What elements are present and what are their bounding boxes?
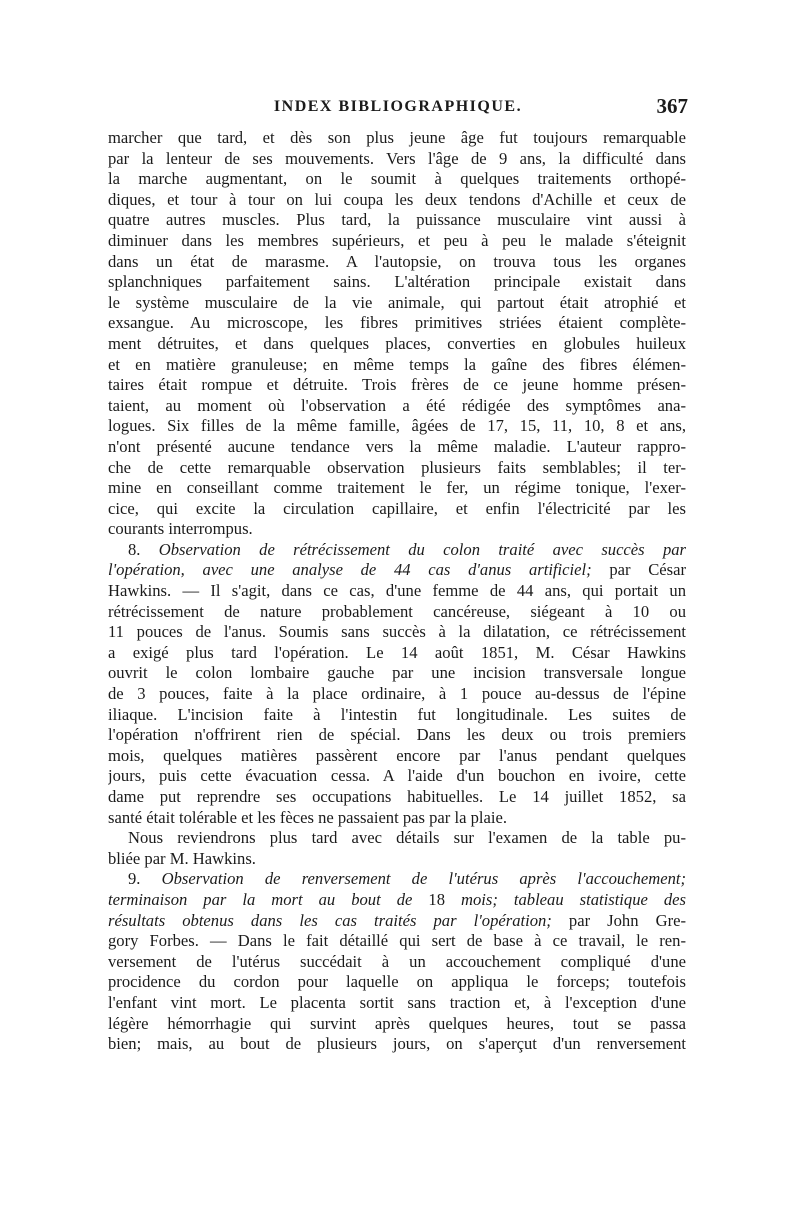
text-line	[108, 128, 686, 149]
line-text: n'ont présenté aucune tendance vers la même maladie. L'auteur rappro-	[108, 436, 686, 456]
text-line	[108, 581, 686, 602]
running-title: INDEX BIBLIOGRAPHIQUE.	[273, 98, 523, 115]
line-italic-text: l'opération, avec une analyse de 44 cas d'anus artificiel;	[108, 560, 592, 580]
body-text	[108, 128, 686, 1055]
line-text: ouvrit le colon lombaire gauche par une incision transversale longue	[108, 663, 686, 683]
text-line	[108, 478, 686, 499]
text-line	[108, 149, 686, 170]
text-line	[108, 808, 686, 829]
line-italic-text: terminaison par la mort au bout de	[108, 889, 429, 909]
line-text: taires était rompue et détruite. Trois frères de ce jeune homme présen-	[108, 375, 686, 395]
line-text: che de cette remarquable observation plusieurs faits semblables; il ter-	[108, 457, 686, 477]
line-text: splanchniques parfaitement sains. L'altération principale existait dans	[108, 272, 686, 292]
text-line	[108, 252, 686, 273]
text-line	[108, 169, 686, 190]
line-text: procidence du cordon pour laquelle on appliqua le forceps; toutefois	[108, 972, 686, 992]
line-text: le système musculaire de la vie animale, qui partout était atrophié et	[108, 292, 686, 312]
line-text: exsangue. Au microscope, les fibres primitives striées étaient complète-	[108, 313, 686, 333]
text-line	[108, 622, 686, 643]
line-text: bliée par M. Hawkins.	[108, 848, 256, 868]
text-line	[108, 293, 686, 314]
text-line	[108, 416, 686, 437]
text-line	[108, 272, 686, 293]
line-text: la marche augmentant, on le soumit à quelques traitements orthopé-	[108, 169, 686, 189]
line-text: rétrécissement de nature probablement cancéreuse, siégeant à 10 ou	[108, 601, 686, 621]
line-text: légère hémorrhagie qui survint après quelques heures, tout se passa	[108, 1013, 686, 1033]
text-line	[108, 334, 686, 355]
line-text: courants interrompus.	[108, 519, 253, 539]
text-line	[108, 663, 686, 684]
line-text: diques, et tour à tour on lui coupa les deux tendons d'Achille et ceux de	[108, 189, 686, 209]
text-line	[108, 725, 686, 746]
line-text: bien; mais, au bout de plusieurs jours, on s'aperçut d'un renversement	[108, 1034, 686, 1054]
line-text: dans un état de marasme. A l'autopsie, on trouva tous les organes	[108, 251, 686, 271]
line-text: taient, au moment où l'observation a été rédigée des symptômes ana-	[108, 395, 686, 415]
line-text: mois, quelques matières passèrent encore par l'anus pendant quelques	[108, 745, 686, 765]
text-line	[108, 931, 686, 952]
text-line	[108, 746, 686, 767]
text-line	[108, 869, 686, 890]
text-line	[108, 519, 686, 540]
line-text: 8.	[128, 539, 159, 559]
line-text: cice, qui excite la circulation capillaire, et enfin l'électricité par les	[108, 498, 686, 518]
text-line	[108, 828, 686, 849]
text-line	[108, 993, 686, 1014]
text-line	[108, 437, 686, 458]
text-line	[108, 766, 686, 787]
text-line	[108, 396, 686, 417]
line-italic-text: Observation de renversement de l'utérus après l'accouchement;	[161, 869, 686, 889]
text-line	[108, 643, 686, 664]
text-line	[108, 540, 686, 561]
line-text: et en matière granuleuse; en même temps la gaîne des fibres élémen-	[108, 354, 686, 374]
page-header	[108, 94, 688, 124]
line-text: 18	[428, 889, 445, 909]
line-text: marcher que tard, et dès son plus jeune âge fut toujours remarquable	[108, 128, 686, 147]
line-text: de 3 pouces, faite à la place ordinaire, à 1 pouce au-dessus de l'épine	[108, 684, 686, 704]
line-text: Nous reviendrons plus tard avec détails sur l'examen de la table pu-	[128, 828, 686, 848]
text-line	[108, 787, 686, 808]
text-line	[108, 1034, 686, 1055]
line-text: l'opération n'offrirent rien de spécial. Dans les deux ou trois premiers	[108, 725, 686, 745]
line-text: a exigé plus tard l'opération. Le 14 août 1851, M. César Hawkins	[108, 642, 686, 662]
line-text: par César	[591, 560, 686, 580]
line-text: jours, puis cette évacuation cessa. A l'aide d'un bouchon en ivoire, cette	[108, 766, 686, 786]
text-line	[108, 952, 686, 973]
text-line	[108, 602, 686, 623]
line-text: santé était tolérable et les fèces ne passaient pas par la plaie.	[108, 807, 507, 827]
line-text: 11 pouces de l'anus. Soumis sans succès à la dilatation, ce rétrécissement	[108, 622, 686, 642]
line-italic-text: Observation de rétrécissement du colon traité avec succès par	[158, 539, 686, 559]
line-text: l'enfant vint mort. Le placenta sortit sans traction et, à l'exception d'une	[108, 992, 686, 1012]
text-line	[108, 684, 686, 705]
line-text: dame put reprendre ses occupations habituelles. Le 14 juillet 1852, sa	[108, 787, 686, 806]
line-text: quatre autres muscles. Plus tard, la puissance musculaire vint aussi à	[108, 210, 686, 230]
text-line	[108, 458, 686, 479]
text-line	[108, 313, 686, 334]
line-text: ment détruites, et dans quelques places, converties en globules huileux	[108, 333, 686, 353]
line-text: par John Gre-	[551, 910, 686, 930]
line-text: mine en conseillant comme traitement le fer, un régime tonique, l'exer-	[108, 478, 686, 498]
text-line	[108, 705, 686, 726]
line-text: iliaque. L'incision faite à l'intestin fut longitudinale. Les suites de	[108, 704, 686, 724]
line-text: Hawkins. — Il s'agit, dans ce cas, d'une femme de 44 ans, qui portait un	[108, 581, 686, 601]
text-line	[108, 911, 686, 932]
page-number: 367	[656, 94, 688, 118]
text-line	[108, 231, 686, 252]
line-text: gory Forbes. — Dans le fait détaillé qui sert de base à ce travail, le ren-	[108, 931, 686, 951]
text-line	[108, 849, 686, 870]
text-line	[108, 375, 686, 396]
line-text: versement de l'utérus succédait à un accouchement compliqué d'une	[108, 951, 686, 971]
line-text: par la lenteur de ses mouvements. Vers l'âge de 9 ans, la difficulté dans	[108, 148, 686, 168]
line-italic-text: mois; tableau statistique des	[444, 889, 686, 909]
text-line	[108, 890, 686, 911]
text-line	[108, 972, 686, 993]
text-line	[108, 560, 686, 581]
text-line	[108, 499, 686, 520]
text-line	[108, 210, 686, 231]
line-text: 9.	[128, 869, 162, 889]
line-italic-text: résultats obtenus dans les cas traités par l'opération;	[108, 910, 552, 930]
text-line	[108, 1014, 686, 1035]
line-text: logues. Six filles de la même famille, âgées de 17, 15, 11, 10, 8 et ans,	[108, 416, 686, 436]
line-text: diminuer dans les membres supérieurs, et peu à peu le malade s'éteignit	[108, 230, 686, 250]
text-line	[108, 355, 686, 376]
text-line	[108, 190, 686, 211]
